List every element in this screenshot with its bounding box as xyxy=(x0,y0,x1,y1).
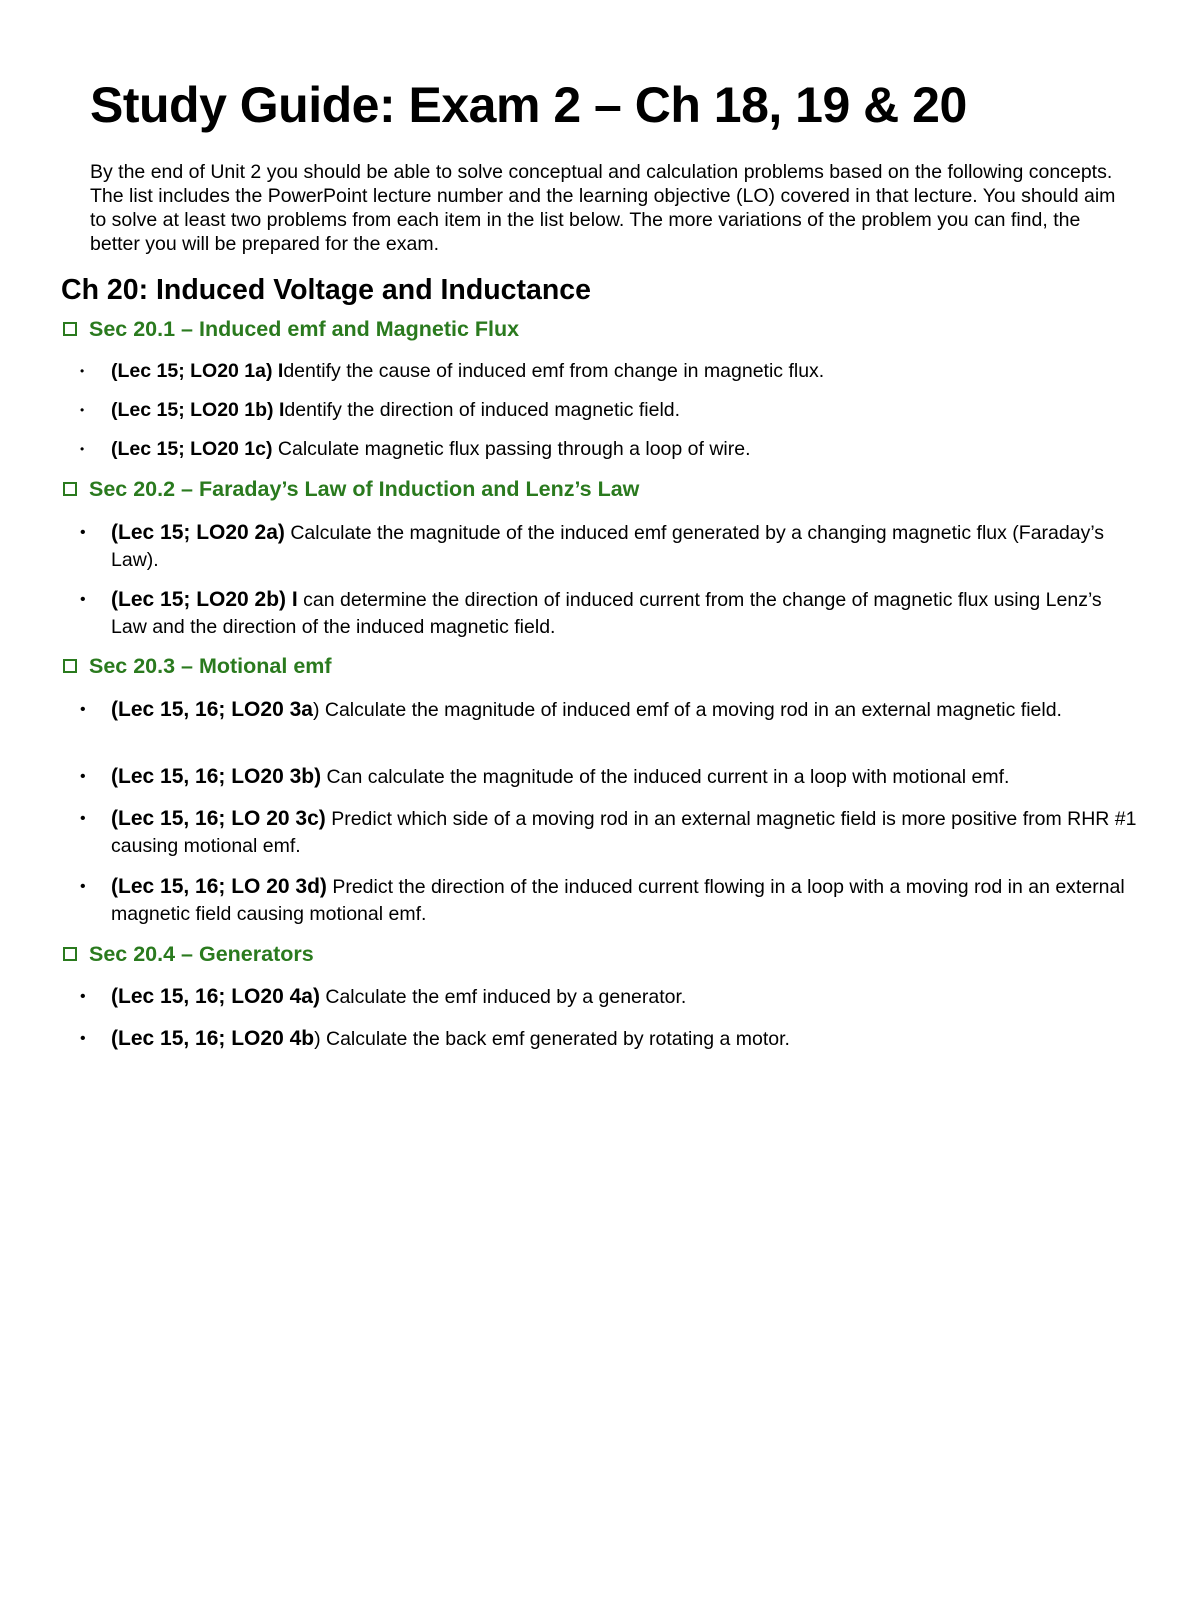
list-item xyxy=(80,436,1140,463)
page-title: Study Guide: Exam 2 – Ch 18, 19 & 20 xyxy=(90,77,967,133)
objective-ref: (Lec 15, 16; LO20 4a) xyxy=(111,985,320,1008)
list-item xyxy=(80,696,1140,724)
list-item xyxy=(80,983,1140,1011)
objective-text: Predict which side of a moving rod in an external magnetic field is more positive from RHR #1 causing motional emf. xyxy=(111,808,1137,857)
section-heading-text: Sec 20.1 – Induced emf and Magnetic Flux xyxy=(89,317,520,341)
section-heading-20-1 xyxy=(61,315,519,343)
intro-paragraph: By the end of Unit 2 you should be able to solve conceptual and calculation problems based on the following concepts. The list includes the PowerPoint lecture number and the learning objective (LO) covered in that lecture. You should aim to solve at least two problems from each item in the list below. The more variations of the problem you can find, the better you will be prepared for the exam. xyxy=(90,161,1116,255)
bullet-icon: • xyxy=(80,878,86,895)
section-heading-text: Sec 20.4 – Generators xyxy=(89,942,314,966)
bullet-icon: • xyxy=(80,524,86,541)
objective-text: dentify the cause of induced emf from change in magnetic flux. xyxy=(283,360,825,382)
bullet-icon: • xyxy=(80,810,86,827)
section-heading-text: Sec 20.3 – Motional emf xyxy=(89,654,332,678)
bullet-icon: • xyxy=(80,403,85,417)
list-item xyxy=(80,763,1140,791)
objective-text: Can calculate the magnitude of the induced current in a loop with motional emf. xyxy=(321,766,1010,788)
objective-text: dentify the direction of induced magnetic field. xyxy=(284,399,681,421)
empty-checkbox-icon xyxy=(63,659,77,673)
bullet-icon: • xyxy=(80,768,86,785)
bullet-icon: • xyxy=(80,701,86,718)
section-heading-text: Sec 20.2 – Faraday’s Law of Induction and Lenz’s Law xyxy=(89,477,640,501)
list-item xyxy=(80,586,1140,641)
bullet-icon: • xyxy=(80,364,85,378)
objective-text: ) Calculate the magnitude of induced emf of a moving rod in an external magnetic field. xyxy=(312,699,1062,721)
bullet-icon: • xyxy=(80,988,86,1005)
list-item xyxy=(80,805,1140,860)
list-item xyxy=(80,873,1140,928)
empty-checkbox-icon xyxy=(63,322,77,336)
objective-text: Calculate the emf induced by a generator. xyxy=(319,986,687,1008)
objective-ref: (Lec 15, 16; LO20 3a xyxy=(111,698,313,721)
chapter-heading: Ch 20: Induced Voltage and Inductance xyxy=(61,274,591,306)
objective-ref: (Lec 15; LO20 1b) I xyxy=(111,399,285,421)
objective-ref: (Lec 15; LO20 1a) I xyxy=(111,360,284,382)
objective-text: Calculate magnetic flux passing through a loop of wire. xyxy=(272,438,751,460)
objective-ref: (Lec 15; LO20 2a) xyxy=(111,521,285,544)
list-item xyxy=(80,519,1140,574)
objective-text: Calculate the magnitude of the induced emf generated by a changing magnetic flux (Faraday’s Law). xyxy=(111,522,1105,571)
objective-ref: (Lec 15, 16; LO20 3b) xyxy=(111,765,322,788)
objective-ref: (Lec 15; LO20 1c) xyxy=(111,438,273,460)
bullet-icon: • xyxy=(80,1030,86,1047)
section-heading-20-4 xyxy=(61,940,314,968)
objective-text: can determine the direction of induced current from the change of magnetic flux using Lenz’s Law and the direction of the induced magnetic field. xyxy=(111,589,1102,638)
objective-ref: (Lec 15, 16; LO 20 3d) xyxy=(111,875,327,898)
list-item xyxy=(80,397,1140,424)
section-heading-20-3 xyxy=(61,652,332,680)
objective-ref: (Lec 15; LO20 2b) I xyxy=(111,588,298,611)
section-heading-20-2 xyxy=(61,475,639,503)
bullet-icon: • xyxy=(80,442,85,456)
objective-text: ) Calculate the back emf generated by rotating a motor. xyxy=(314,1028,790,1050)
bullet-icon: • xyxy=(80,591,86,608)
list-item xyxy=(80,358,1140,385)
empty-checkbox-icon xyxy=(63,947,77,961)
list-item xyxy=(80,1025,1140,1053)
objective-ref: (Lec 15, 16; LO 20 3c) xyxy=(111,807,326,830)
empty-checkbox-icon xyxy=(63,482,77,496)
objective-text: Predict the direction of the induced current flowing in a loop with a moving rod in an external magnetic field causing motional emf. xyxy=(111,876,1125,925)
objective-ref: (Lec 15, 16; LO20 4b xyxy=(111,1027,315,1050)
